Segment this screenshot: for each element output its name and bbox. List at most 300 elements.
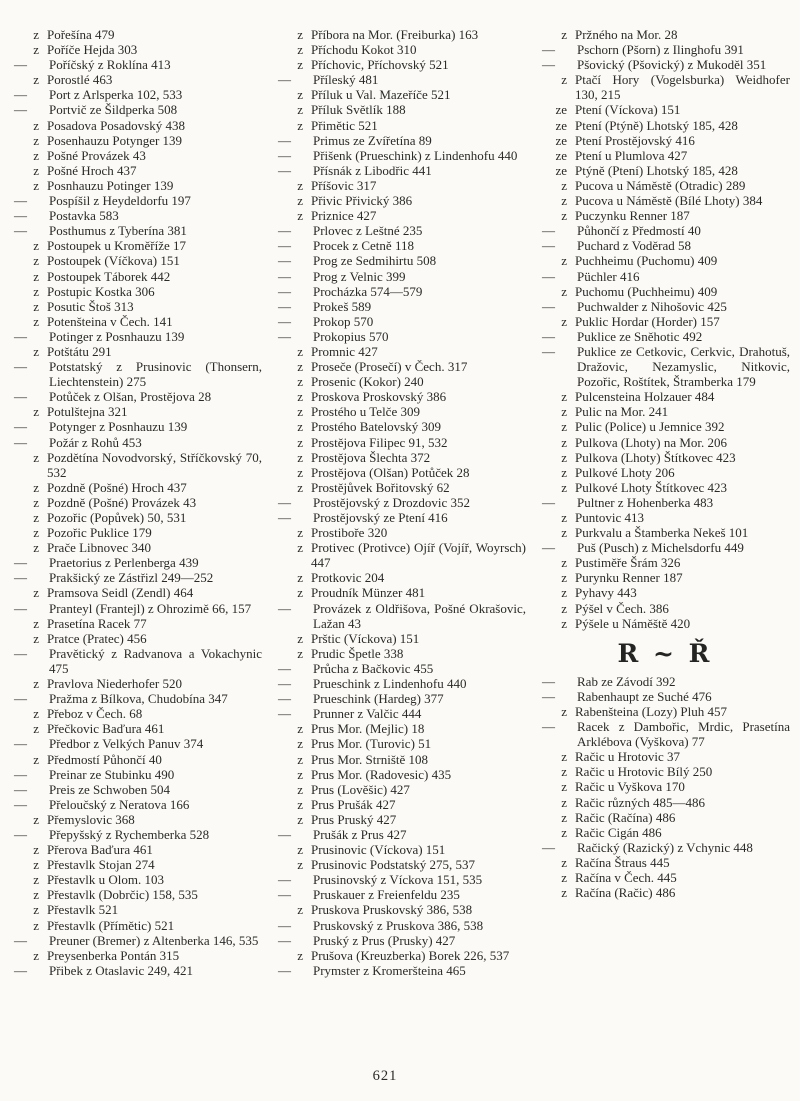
entry-prefix: —	[278, 826, 291, 842]
index-entry	[540, 465, 790, 480]
index-entry	[12, 57, 262, 72]
entry-text: Potštátu 291	[47, 343, 112, 359]
index-entry	[12, 238, 262, 253]
entry-text: Prostějůvek Bořitovský 62	[311, 479, 450, 495]
index-entry	[540, 284, 790, 299]
entry-prefix: z	[33, 525, 39, 541]
entry-text: Prostého Batelovský 309	[311, 419, 441, 435]
entry-text: Pucova u Náměstě (Bílé Lhoty) 384	[575, 193, 763, 209]
entry-prefix: —	[542, 328, 555, 344]
entry-prefix: z	[33, 253, 39, 269]
entry-text: Pravětický z Radvanova a Vokachynic 475	[49, 645, 262, 676]
index-entry	[276, 450, 526, 465]
entry-prefix: —	[14, 781, 27, 797]
index-entry	[12, 42, 262, 57]
index-entry	[12, 193, 262, 208]
entry-prefix: —	[14, 736, 27, 752]
entry-text: Prakšický ze Zástřizl 249—252	[49, 570, 214, 586]
entry-prefix: —	[542, 494, 555, 510]
entry-prefix: z	[33, 449, 39, 465]
entry-text: Příbora na Mor. (Freiburka) 163	[311, 27, 479, 42]
entry-prefix: z	[561, 555, 567, 571]
entry-prefix: z	[561, 703, 567, 719]
entry-text: Požár z Rohů 453	[49, 434, 142, 450]
entry-prefix: z	[297, 449, 303, 465]
entry-text: Puš (Pusch) z Michelsdorfu 449	[577, 540, 744, 556]
index-entry	[276, 872, 526, 887]
entry-prefix: —	[542, 540, 555, 556]
index-entry	[12, 601, 262, 616]
entry-prefix: —	[542, 238, 555, 254]
entry-prefix: z	[33, 721, 39, 737]
entry-prefix: —	[14, 87, 27, 103]
entry-prefix: —	[542, 839, 555, 855]
entry-text: Purynku Renner 187	[575, 570, 683, 586]
entry-prefix: z	[33, 343, 39, 359]
entry-text: Račic u Vyškova 170	[575, 779, 685, 795]
entry-prefix: —	[14, 102, 27, 118]
entry-prefix: —	[278, 72, 291, 88]
entry-prefix: z	[297, 525, 303, 541]
index-entry	[276, 691, 526, 706]
index-entry	[12, 435, 262, 450]
index-entry	[540, 689, 790, 704]
index-entry	[276, 163, 526, 178]
entry-prefix: z	[561, 510, 567, 525]
index-entry	[12, 676, 262, 691]
entry-prefix: z	[561, 389, 567, 405]
entry-text: Poříčský z Roklína 413	[49, 57, 171, 73]
entry-prefix: —	[14, 555, 27, 571]
index-entry	[276, 133, 526, 148]
entry-prefix: z	[297, 540, 303, 556]
index-entry	[540, 795, 790, 810]
entry-prefix: —	[14, 328, 27, 344]
index-entry	[12, 736, 262, 751]
entry-text: Ptení (Víckova) 151	[575, 102, 681, 118]
index-entry	[540, 674, 790, 689]
entry-text: Potstatský z Prusinovic (Thonsern, Liechtenstein) 275	[49, 359, 262, 390]
entry-prefix: z	[33, 540, 39, 556]
entry-text: Předbor z Velkých Panuv 374	[49, 736, 204, 752]
index-entry	[12, 269, 262, 284]
entry-prefix: —	[278, 691, 291, 707]
index-entry	[276, 812, 526, 827]
entry-text: Postoupek (Víčkova) 151	[47, 253, 180, 269]
entry-prefix: z	[561, 525, 567, 541]
entry-text: Pruský z Prus (Prusky) 427	[313, 932, 456, 948]
entry-prefix: z	[297, 721, 303, 737]
entry-text: Prog ze Sedmihirtu 508	[313, 253, 437, 269]
index-entry	[276, 284, 526, 299]
entry-text: Prlovec z Leštné 235	[313, 223, 423, 239]
entry-text: Prueschink z Lindenhofu 440	[313, 676, 467, 692]
entry-text: Ptení u Plumlova 427	[575, 147, 688, 163]
entry-text: Pozdně (Pošné) Hroch 437	[47, 479, 187, 495]
entry-text: Provázek z Oldřišova, Pošné Okrašovic, Lažan 43	[313, 600, 526, 631]
index-entry	[12, 555, 262, 570]
entry-text: Postoupek u Kroměříže 17	[47, 238, 187, 254]
entry-prefix: z	[33, 404, 39, 420]
entry-text: Račic (Račína) 486	[575, 809, 676, 825]
entry-text: Pržného na Mor. 28	[575, 27, 678, 42]
index-entry	[12, 752, 262, 767]
entry-prefix: z	[33, 42, 39, 58]
page-number: 621	[372, 1068, 398, 1084]
index-entry	[12, 419, 262, 434]
entry-prefix: —	[278, 932, 291, 948]
entry-text: Přepyšský z Rychemberka 528	[49, 826, 210, 842]
entry-text: Proudník Münzer 481	[311, 585, 426, 601]
entry-text: Prasetína Racek 77	[47, 615, 147, 631]
index-entry	[540, 193, 790, 208]
index-entry	[12, 102, 262, 117]
entry-prefix: —	[14, 223, 27, 239]
entry-text: Puczynku Renner 187	[575, 208, 690, 224]
entry-text: Přišenk (Prueschink) z Lindenhofu 440	[313, 147, 518, 163]
index-entry	[540, 329, 790, 344]
entry-prefix: —	[542, 223, 555, 239]
entry-text: Pravlova Niederhofer 520	[47, 676, 183, 692]
index-entry	[540, 118, 790, 133]
entry-text: Protivec (Protivce) Ojíř (Vojíř, Woyrsch) 447	[311, 540, 526, 571]
entry-prefix: z	[33, 751, 39, 767]
entry-text: Pruskauer z Freienfeldu 235	[313, 887, 460, 903]
index-entry	[540, 764, 790, 779]
entry-prefix: —	[542, 688, 555, 704]
entry-prefix: z	[561, 764, 567, 780]
entry-text: Pulkova (Lhoty) Štítkovec 423	[575, 449, 736, 465]
entry-text: Racek z Dambořic, Mrdic, Prasetína Arklébova (Vyškova) 77	[577, 719, 790, 750]
index-entry	[276, 118, 526, 133]
entry-prefix: z	[561, 885, 567, 901]
index-entry	[12, 133, 262, 148]
entry-text: Postavka 583	[49, 208, 119, 224]
index-entry	[276, 329, 526, 344]
section-header: R ~ Ř	[617, 638, 713, 668]
entry-prefix: z	[561, 193, 567, 209]
entry-prefix: z	[33, 510, 39, 525]
entry-prefix: —	[14, 208, 27, 224]
index-entry	[12, 616, 262, 631]
entry-text: Promnic 427	[311, 343, 378, 359]
entry-text: Postupic Kostka 306	[47, 283, 155, 299]
entry-text: Potynger z Posnhauzu 139	[49, 419, 188, 435]
entry-text: Račic u Hrotovic 37	[575, 749, 681, 765]
entry-text: Posadova Posadovský 438	[47, 117, 185, 133]
entry-prefix: —	[542, 298, 555, 314]
entry-prefix: z	[33, 147, 39, 163]
entry-prefix: z	[561, 283, 567, 299]
entry-prefix: —	[278, 962, 291, 978]
index-entry	[540, 616, 790, 631]
entry-prefix: z	[561, 464, 567, 480]
entry-text: Puchwalder z Nihošovic 425	[577, 298, 727, 314]
index-entry	[12, 87, 262, 102]
index-entry	[540, 885, 790, 900]
entry-prefix: z	[561, 404, 567, 420]
entry-prefix: —	[278, 162, 291, 178]
entry-prefix: z	[297, 766, 303, 782]
index-entry	[12, 495, 262, 510]
entry-text: Preinar ze Stubinku 490	[49, 766, 175, 782]
index-entry	[12, 812, 262, 827]
entry-text: Ptení Prostějovský 416	[575, 132, 695, 148]
entry-text: Přestavlk (Přímětic) 521	[47, 917, 175, 933]
entry-prefix: z	[561, 208, 567, 224]
index-entry	[276, 661, 526, 676]
index-entry	[276, 736, 526, 751]
entry-text: Prostého u Telče 309	[311, 404, 420, 420]
index-entry	[12, 585, 262, 600]
index-columns	[12, 27, 790, 978]
entry-prefix: z	[297, 736, 303, 752]
index-entry	[276, 827, 526, 842]
index-entry	[12, 148, 262, 163]
entry-prefix: z	[297, 42, 303, 58]
entry-prefix: —	[278, 676, 291, 692]
entry-prefix: z	[561, 570, 567, 586]
index-entry	[540, 435, 790, 450]
entry-text: Pulkové Lhoty Štítkovec 423	[575, 479, 728, 495]
entry-text: Račický (Razický) z Vchynic 448	[577, 839, 753, 855]
index-entry	[276, 87, 526, 102]
index-entry	[12, 525, 262, 540]
entry-text: Přeboz v Čech. 68	[47, 706, 143, 722]
index-entry	[12, 797, 262, 812]
entry-text: Příluk Světlík 188	[311, 102, 406, 118]
index-entry	[276, 178, 526, 193]
index-entry	[276, 767, 526, 782]
index-entry	[540, 495, 790, 510]
entry-prefix: —	[278, 917, 291, 933]
entry-prefix: —	[14, 389, 27, 405]
entry-text: Potinger z Posnhauzu 139	[49, 328, 185, 344]
entry-prefix: z	[297, 585, 303, 601]
index-entry	[540, 510, 790, 525]
entry-text: Pulkové Lhoty 206	[575, 464, 675, 480]
index-entry	[12, 902, 262, 917]
index-entry	[276, 887, 526, 902]
entry-text: Prus Mor. Strniště 108	[311, 751, 429, 767]
index-entry	[12, 299, 262, 314]
entry-prefix: z	[561, 253, 567, 269]
entry-prefix: —	[14, 570, 27, 586]
entry-text: Proskova Proskovský 386	[311, 389, 447, 405]
index-entry	[540, 810, 790, 825]
index-entry	[12, 767, 262, 782]
index-entry	[276, 359, 526, 374]
entry-text: Prostějova Šlechta 372	[311, 449, 431, 465]
entry-prefix: z	[297, 102, 303, 118]
index-entry	[540, 825, 790, 840]
index-entry	[12, 253, 262, 268]
index-entry	[276, 269, 526, 284]
entry-text: Prušova (Kreuzberka) Borek 226, 537	[311, 947, 510, 963]
entry-text: Pozořic Puklice 179	[47, 525, 152, 541]
index-entry	[12, 178, 262, 193]
entry-prefix: —	[14, 359, 27, 375]
index-entry	[540, 870, 790, 885]
entry-text: Pustiměře Šrám 326	[575, 555, 681, 571]
entry-text: Prokopius 570	[313, 328, 389, 344]
entry-text: Příluk u Val. Mazeříče 521	[311, 87, 451, 103]
entry-prefix: z	[33, 585, 39, 601]
entry-text: Pultner z Hohenberka 483	[577, 494, 714, 510]
entry-prefix: —	[278, 328, 291, 344]
entry-prefix: —	[278, 268, 291, 284]
index-entry	[12, 72, 262, 87]
entry-prefix: —	[278, 298, 291, 314]
entry-prefix: z	[33, 238, 39, 254]
entry-prefix: ze	[555, 117, 567, 133]
entry-text: Prus (Lověšic) 427	[311, 781, 410, 797]
entry-text: Přestavlk (Dobrčic) 158, 535	[47, 887, 198, 903]
index-entry	[276, 706, 526, 721]
entry-prefix: z	[297, 87, 303, 103]
index-entry	[12, 646, 262, 676]
index-entry	[12, 721, 262, 736]
index-entry	[540, 555, 790, 570]
entry-prefix: z	[297, 177, 303, 193]
entry-prefix: —	[542, 268, 555, 284]
index-entry	[276, 601, 526, 631]
entry-prefix: z	[33, 887, 39, 903]
entry-text: Posthumus z Tyberína 381	[49, 223, 187, 239]
index-entry	[540, 133, 790, 148]
entry-prefix: z	[297, 389, 303, 405]
entry-prefix: z	[297, 796, 303, 812]
entry-text: Pschorn (Pšorn) z Ilinghofu 391	[577, 42, 744, 58]
index-entry	[276, 842, 526, 857]
entry-text: Praetorius z Perlenberga 439	[49, 555, 199, 571]
entry-prefix: z	[297, 117, 303, 133]
index-entry	[276, 72, 526, 87]
index-entry	[276, 148, 526, 163]
entry-prefix: —	[14, 796, 27, 812]
entry-prefix: z	[33, 706, 39, 722]
entry-prefix: z	[297, 479, 303, 495]
entry-text: Procházka 574—579	[313, 283, 423, 299]
entry-text: Prus Prušák 427	[311, 796, 396, 812]
entry-prefix: —	[14, 434, 27, 450]
entry-text: Pražma z Bílkova, Chudobína 347	[49, 691, 228, 707]
index-entry	[540, 404, 790, 419]
index-entry	[276, 585, 526, 600]
entry-prefix: z	[297, 630, 303, 646]
entry-prefix: z	[561, 809, 567, 825]
entry-text: Pramsova Seidl (Zendl) 464	[47, 585, 194, 601]
entry-prefix: —	[278, 510, 291, 525]
entry-text: Přimětic 521	[311, 117, 378, 133]
entry-text: Předmostí Půhončí 40	[47, 751, 162, 767]
entry-prefix: z	[297, 193, 303, 209]
entry-text: Prostiboře 320	[311, 525, 388, 541]
entry-text: Puchomu (Puchheimu) 409	[575, 283, 718, 299]
entry-prefix: —	[278, 283, 291, 299]
entry-prefix: z	[33, 132, 39, 148]
entry-text: Pošné Provázek 43	[47, 147, 146, 163]
index-entry	[540, 855, 790, 870]
entry-prefix: z	[33, 917, 39, 933]
entry-prefix: —	[278, 600, 291, 616]
entry-prefix: z	[561, 449, 567, 465]
index-entry	[276, 948, 526, 963]
entry-prefix: z	[297, 208, 303, 224]
entry-text: Potůček z Olšan, Prostějova 28	[49, 389, 212, 405]
entry-text: Pýšel v Čech. 386	[575, 600, 669, 616]
index-entry	[276, 374, 526, 389]
entry-text: Přísnák z Libodřic 441	[313, 162, 432, 178]
entry-prefix: z	[561, 177, 567, 193]
index-entry	[276, 963, 526, 978]
index-entry	[12, 827, 262, 842]
index-entry	[12, 118, 262, 133]
entry-text: Poříče Hejda 303	[47, 42, 138, 58]
entry-text: Pulkova (Lhoty) na Mor. 206	[575, 434, 728, 450]
entry-text: Purkvalu a Štamberka Nekeš 101	[575, 525, 749, 541]
entry-text: Pulic na Mor. 241	[575, 404, 669, 420]
entry-prefix: z	[561, 585, 567, 601]
entry-text: Přibek z Otaslavic 249, 421	[49, 962, 194, 978]
entry-text: Ptení (Ptýně) Lhotský 185, 428	[575, 117, 738, 133]
entry-prefix: z	[561, 854, 567, 870]
entry-text: Procek z Cetně 118	[313, 238, 414, 254]
index-entry	[540, 208, 790, 223]
index-entry	[540, 570, 790, 585]
index-entry	[540, 102, 790, 117]
entry-prefix: z	[561, 869, 567, 885]
entry-text: Primus ze Zvířetína 89	[313, 132, 432, 148]
index-column-right	[540, 27, 790, 978]
index-entry	[276, 510, 526, 525]
index-entry	[276, 42, 526, 57]
index-entry	[276, 918, 526, 933]
index-entry	[276, 646, 526, 661]
index-entry	[540, 269, 790, 284]
entry-prefix: z	[33, 811, 39, 827]
index-entry	[276, 419, 526, 434]
index-entry	[540, 585, 790, 600]
entry-prefix: —	[14, 419, 27, 435]
index-entry	[540, 57, 790, 72]
index-entry	[276, 480, 526, 495]
entry-text: Půhončí z Předmostí 40	[577, 223, 701, 239]
entry-prefix: z	[297, 842, 303, 858]
entry-prefix: —	[278, 660, 291, 676]
entry-prefix: z	[33, 857, 39, 873]
entry-prefix: z	[297, 343, 303, 359]
entry-prefix: —	[278, 253, 291, 269]
entry-prefix: z	[297, 374, 303, 390]
index-entry	[12, 208, 262, 223]
entry-text: Püchler 416	[577, 268, 640, 284]
index-entry	[12, 510, 262, 525]
entry-text: Puklice ze Sněhotic 492	[577, 328, 703, 344]
entry-text: Průcha z Bačkovic 455	[313, 660, 434, 676]
entry-text: Port z Arlsperka 102, 533	[49, 87, 183, 103]
entry-prefix: z	[561, 779, 567, 795]
entry-prefix: —	[14, 962, 27, 978]
entry-text: Prus Mor. (Radovesic) 435	[311, 766, 452, 782]
entry-text: Pošné Hroch 437	[47, 162, 137, 178]
entry-prefix: —	[14, 193, 27, 209]
index-entry	[276, 435, 526, 450]
entry-text: Prog z Velnic 399	[313, 268, 406, 284]
entry-text: Prostějovský ze Ptení 416	[313, 510, 448, 525]
index-entry	[540, 238, 790, 253]
entry-text: Pyhavy 443	[575, 585, 637, 601]
